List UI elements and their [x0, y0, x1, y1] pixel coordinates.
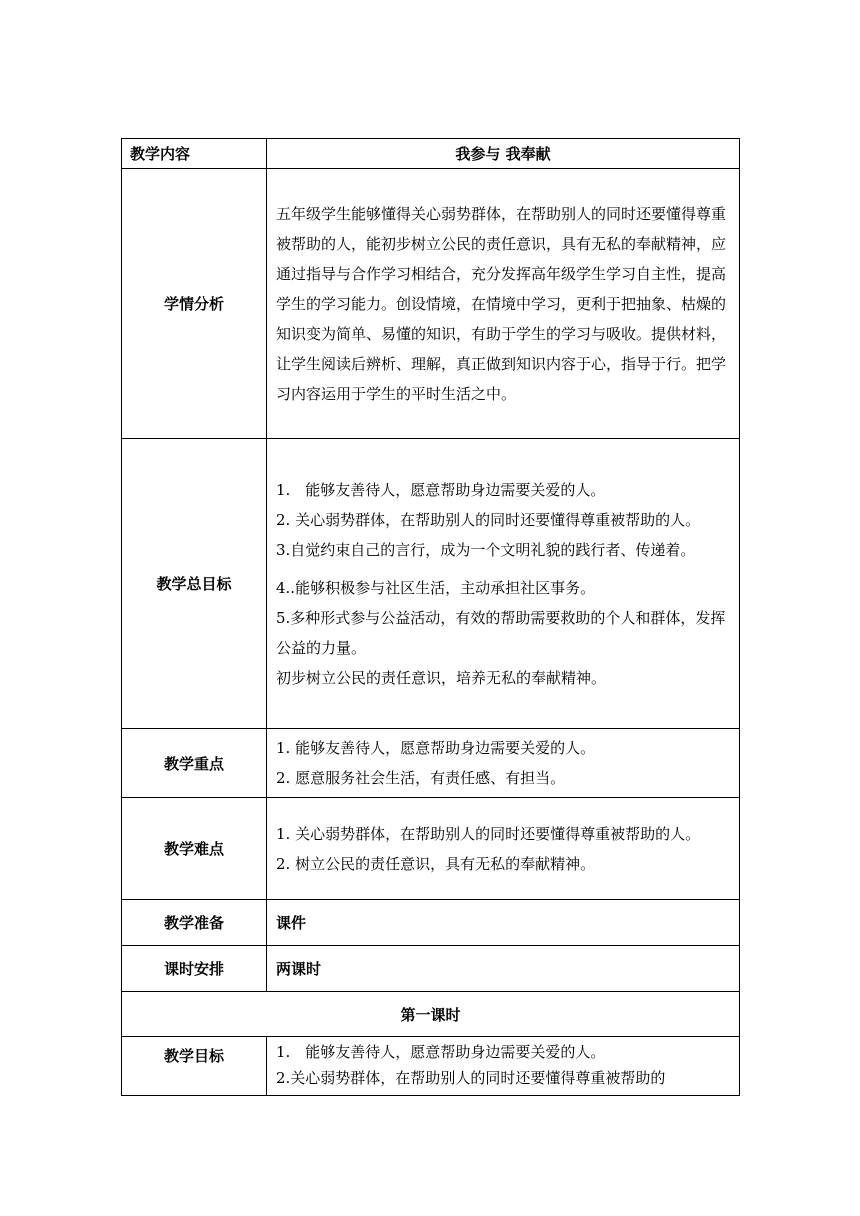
key-point-item: 1. 能够友善待人，愿意帮助身边需要关爱的人。 [276, 739, 596, 757]
lesson1-goals-label: 教学目标 [122, 1037, 267, 1096]
goal-item: 3.自觉约束自己的言行，成为一个文明礼貌的践行者、传递着。 [276, 540, 696, 559]
overall-goals-label: 教学总目标 [122, 439, 267, 729]
schedule-label: 课时安排 [122, 946, 267, 992]
lesson-title: 我参与 我奉献 [267, 139, 740, 169]
row-learner-analysis [122, 169, 740, 439]
preparation-label: 教学准备 [122, 900, 267, 946]
lesson1-goal-item: 1. 能够友善待人，愿意帮助身边需要关爱的人。 [276, 1043, 606, 1061]
goal-item: 1. 能够友善待人，愿意帮助身边需要关爱的人。 [276, 480, 606, 499]
lesson1-goal-item: 2.关心弱势群体，在帮助别人的同时还要懂得尊重被帮助的 [276, 1069, 666, 1087]
difficulties-label: 教学难点 [122, 798, 267, 900]
lesson1-goals-content [267, 1037, 740, 1096]
row-schedule [122, 946, 740, 992]
goal-item: 4..能够积极参与社区生活，主动承担社区事务。 [276, 578, 596, 597]
key-points-label: 教学重点 [122, 729, 267, 798]
key-point-item: 2. 愿意服务社会生活，有责任感、有担当。 [276, 769, 566, 787]
row-difficulties [122, 798, 740, 900]
key-points-content [267, 729, 740, 798]
row-lesson1-goals [122, 1037, 740, 1096]
lesson-plan-table [121, 138, 740, 1096]
difficulty-item: 1. 关心弱势群体，在帮助别人的同时还要懂得尊重被帮助的人。 [276, 824, 701, 843]
difficulty-item: 2. 树立公民的责任意识，具有无私的奉献精神。 [276, 854, 596, 873]
row-teaching-content [122, 139, 740, 169]
row-preparation [122, 900, 740, 946]
learner-analysis-text: 五年级学生能够懂得关心弱势群体，在帮助别人的同时还要懂得尊重被帮助的人，能初步树立公民的责任意识，具有无私的奉献精神，应通过指导与合作学习相结合，充分发挥高年级学生学习自主性，提高学生的学习能力。创设情境，在情境中学习，更利于把抽象、枯燥的知识变为简单、易懂的知识，有助于学生的学习与吸收。提供材料，让学生阅读后辨析、理解，真正做到知识内容于心，指导于行。把学习内容运用于学生的平时生活之中。 [267, 169, 740, 439]
goal-item: 2. 关心弱势群体，在帮助别人的同时还要懂得尊重被帮助的人。 [276, 510, 701, 529]
overall-goals-content [267, 439, 740, 729]
difficulties-content [267, 798, 740, 900]
lesson1-title: 第一课时 [122, 992, 740, 1037]
learner-analysis-label: 学情分析 [122, 169, 267, 439]
row-key-points [122, 729, 740, 798]
goal-item: 初步树立公民的责任意识，培养无私的奉献精神。 [276, 668, 607, 687]
teaching-content-label: 教学内容 [122, 139, 267, 169]
schedule-value: 两课时 [267, 946, 740, 992]
row-overall-goals [122, 439, 740, 729]
preparation-value: 课件 [267, 900, 740, 946]
goal-item: 5.多种形式参与公益活动，有效的帮助需要救助的个人和群体，发挥公益的力量。 [276, 608, 726, 657]
row-lesson1-title [122, 992, 740, 1037]
